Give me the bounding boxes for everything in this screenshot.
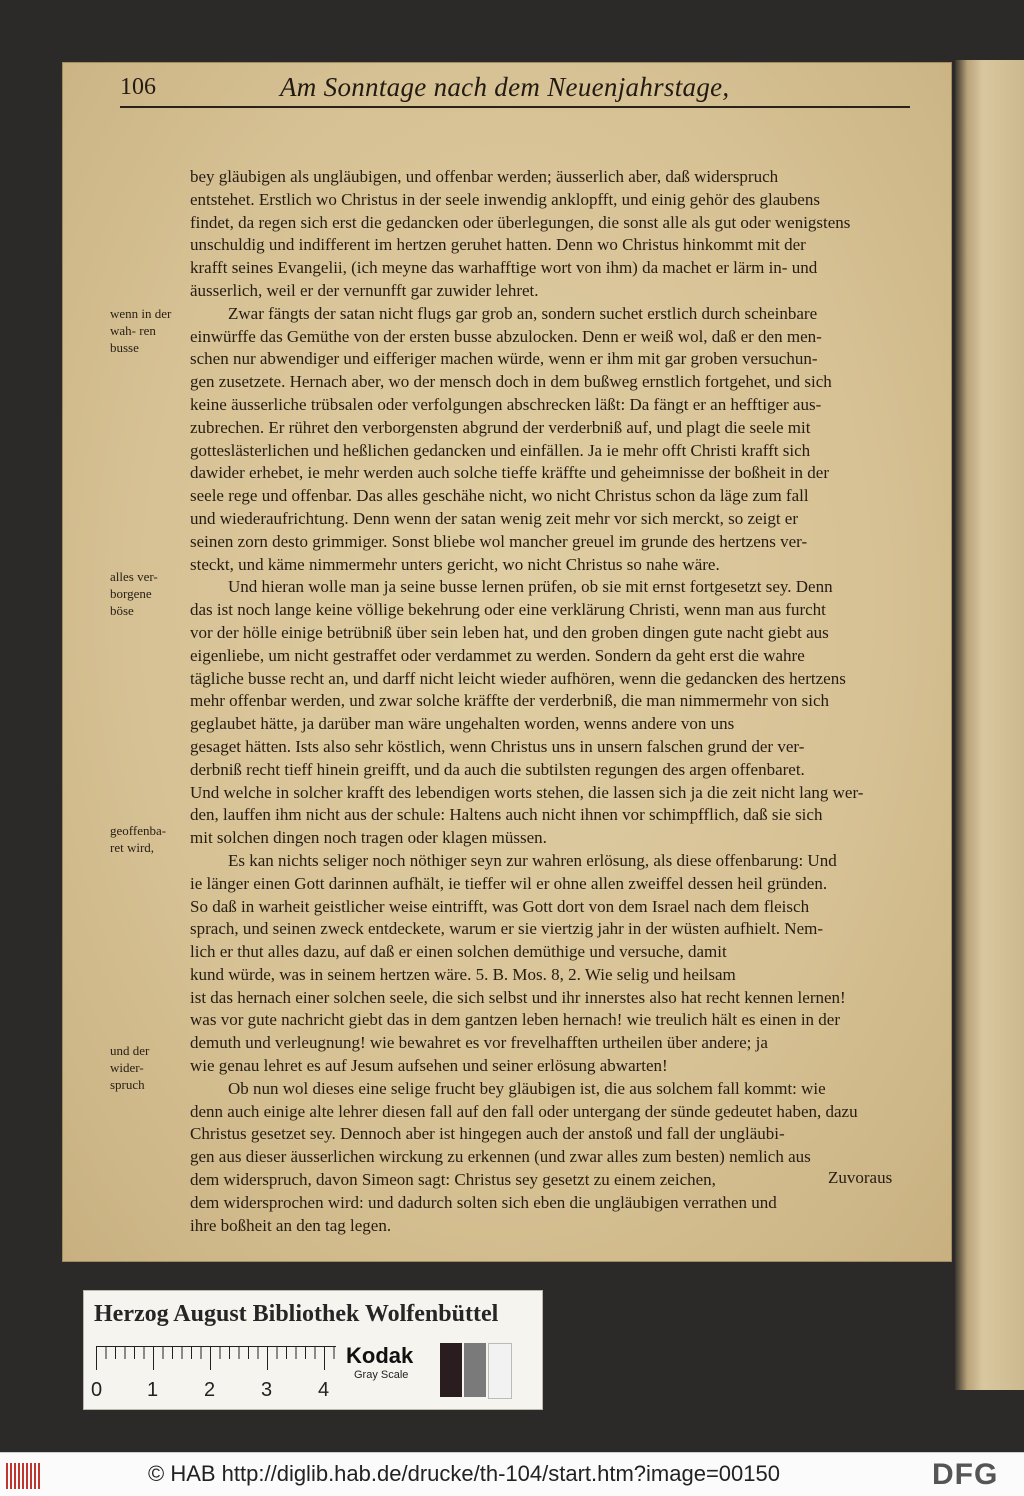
text-line: einwürffe das Gemüthe von der ersten busse abzulocken. Denn er weiß wol, daß er den men- [190, 326, 822, 346]
text-line: Und welche in solcher krafft des lebendigen worts stehen, die lassen sich ja die zeit nicht lang wer- [190, 782, 864, 802]
text-line: ie länger einen Gott darinnen aufhält, ie tieffer wil er ohne allen zweiffel dessen heil gründen. [190, 873, 828, 893]
margin-note: geoffenba- ret wird, [110, 823, 167, 855]
text-line: schen nur abwendiger und eifferiger machen würde, wenn er ihm mit gar groben versuchun- [190, 349, 818, 369]
text-line: tägliche busse recht an, und darff nicht leicht wieder aufhören, wenn die gedancken des hertzens [190, 668, 846, 688]
text-line: Und hieran wolle man ja seine busse lernen prüfen, ob sie mit ernst fortgesetzt sey. Denn [228, 577, 833, 597]
kodak-logo: Kodak [346, 1343, 414, 1368]
running-title: Am Sonntage nach dem Neuenjahrstage, [280, 72, 730, 102]
text-line: unschuldig und indifferent im hertzen geruhet hatten. Denn wo Christus hinkommt mit der [190, 235, 806, 255]
text-line: denn auch einige alte lehrer diesen fall auf den fall oder untergang der sünde gedeutet haben, dazu [190, 1101, 858, 1121]
gray-scale-label: Gray Scale [354, 1369, 409, 1381]
citation-link[interactable]: © HAB http://diglib.hab.de/drucke/th-104/start.htm?image=00150 [148, 1461, 780, 1486]
text-line: keine äusserliche trübsalen oder verfolgungen abschrecken läßt: Da fängt er an hefftiger aus- [190, 394, 822, 414]
text-line: und wiederaufrichtung. Denn wenn der satan wenig zeit mehr vor sich merckt, so zeigt er [190, 508, 799, 528]
text-line: sprach, und seinen zweck entdeckete, warum er sie viertzig jahr in der wüsten aufhielt. Nem- [190, 919, 824, 939]
ruler-label: 2 [204, 1379, 216, 1401]
text-line: mit solchen dingen noch tragen oder klagen müssen. [190, 828, 547, 848]
text-line: mehr offenbar werden, und zwar solche kräffte der verderbniß, die man nimmermehr von sich [190, 691, 829, 711]
text-line: Ob nun wol dieses eine selige frucht bey gläubigen ist, die aus solchem fall kommt: wie [228, 1078, 826, 1098]
ruler-tick [96, 1346, 97, 1370]
gray-patch-mid [464, 1343, 486, 1397]
text-line: wie genau lehret es auf Jesum aufsehen und seiner erlösung abwarten! [190, 1056, 668, 1076]
text-line: zubrechen. Er rühret den verborgensten abgrund der verderbniß auf, und plagt die seele mit [190, 417, 811, 437]
text-line: Zwar fängts der satan nicht flugs gar grob an, sondern suchet erstlich durch scheinbare [228, 303, 818, 323]
hab-logo-icon [6, 1463, 40, 1489]
ruler-label: 0 [91, 1379, 103, 1401]
running-header [120, 70, 910, 108]
body-text [190, 166, 908, 1237]
text-line: entstehet. Erstlich wo Christus in der seele inwendig anklopfft, und einig gehör des glaubens [190, 189, 820, 209]
text-line: kund würde, was in seinem hertzen wäre. 5. B. Mos. 8, 2. Wie selig und heilsam [190, 964, 736, 984]
text-line: ihre boßheit an den tag legen. [190, 1215, 392, 1235]
text-line: derbniß recht tieff hinein greifft, und da auch die subtilsten regungen des argen offenbaret. [190, 759, 805, 779]
library-name: Herzog August Bibliothek Wolfenbüttel [94, 1301, 499, 1327]
ruler-tick [324, 1346, 325, 1370]
gray-patch-dark [440, 1343, 462, 1397]
ruler-label: 4 [318, 1379, 330, 1401]
text-line: dawider erhebet, ie mehr werden auch solche tieffe kräffte und geheimnisse der boßheit in der [190, 463, 829, 483]
ruler-tick [267, 1346, 268, 1370]
gray-patch-light [488, 1343, 512, 1399]
page-number: 106 [120, 74, 156, 100]
ruler-tick [153, 1346, 154, 1370]
text-line: Christus gesetzet sey. Dennoch aber ist hingegen auch der anstoß und fall der ungläubi- [190, 1124, 785, 1144]
text-line: demuth und verleugnung! wie bewahret es vor frevelhafften urtheilen über andere; ja [190, 1033, 768, 1053]
text-line: krafft seines Evangelii, (ich meyne das warhafftige wort von ihm) da machet er lärm in- und [190, 258, 818, 278]
margin-note: alles ver- borgene böse [110, 569, 158, 618]
kodak-color-card [83, 1290, 543, 1410]
text-line: gesaget hätten. Ists also sehr köstlich, wenn Christus uns in unsern falschen grund der ver- [190, 736, 805, 756]
text-line: eigenliebe, um nicht gestraffet oder verdammet zu werden. Sondern da geht erst die wahre [190, 645, 805, 665]
text-line: den, lauffen ihm nicht aus der schule: Haltens auch nicht ihnen vor schimpfflich, daß sie sich [190, 805, 823, 825]
catchword: Zuvoraus [828, 1168, 893, 1187]
text-line: geglaubet hätte, ja darüber man wäre ungehalten worden, wenns andere von uns [190, 714, 735, 734]
text-line: was vor gute nachricht giebt das in dem gantzen leben hernach! wie treulich hält es einen in der [190, 1010, 841, 1030]
text-line: steckt, und käme nimmermehr unters gericht, wo nicht Christus so nahe wäre. [190, 554, 720, 574]
dfg-logo: DFG [932, 1458, 999, 1491]
text-line: vor der hölle einige betrübniß über sein leben hat, und den groben dingen gute nacht giebt aus [190, 622, 829, 642]
text-line: dem widerspruch, davon Simeon sagt: Christus sey gesetzt zu einem zeichen, [190, 1170, 716, 1190]
text-line: findet, da regen sich erst die gedancken oder überlegungen, die sonst alle als gut oder wenigstens [190, 212, 851, 232]
text-line: äusserlich, weil er der vernunfft gar zuwider lehret. [190, 280, 539, 300]
text-line: ist das hernach einer solchen seele, die sich selbst und ihr innerstes also hat recht kennen lernen! [190, 987, 846, 1007]
text-line: dem widersprochen wird: und dadurch solten sich eben die ungläubigen verrathen und [190, 1192, 777, 1212]
text-line: gen aus dieser äusserlichen wirckung zu erkennen (und zwar alles zum besten) nemlich aus [190, 1147, 811, 1167]
text-line: So daß in warheit geistlicher weise eintrifft, was Gott dort von dem Israel nach dem fleisch [190, 896, 810, 916]
margin-note: und der wider- spruch [110, 1043, 150, 1092]
text-line: lich er thut alles dazu, auf daß er einen solchen demüthige und versuche, damit [190, 942, 727, 962]
text-line: gen zusetzete. Hernach aber, wo der mensch doch in dem bußweg ernstlich fortgehet, und sich [190, 372, 832, 392]
text-line: gotteslästerlichen und heßlichen gedancken und einfällen. Ja ie mehr offt Christi krafft sich [190, 440, 811, 460]
text-line: bey gläubigen als ungläubigen, und offenbar werden; äusserlich aber, daß widerspruch [190, 167, 779, 186]
text-line: Es kan nichts seliger noch nöthiger seyn zur wahren erlösung, als diese offenbarung: Und [228, 850, 837, 870]
text-line: seinen zorn desto grimmiger. Sonst bliebe wol mancher greuel im grunde des hertzens ver- [190, 531, 808, 551]
facing-page-edge [955, 60, 1024, 1390]
margin-note: wenn in der wah- ren busse [110, 306, 172, 355]
ruler-label: 3 [261, 1379, 273, 1401]
text-line: seele rege und offenbar. Das alles geschähe nicht, wo nicht Christus schon da läge zum fall [190, 486, 809, 506]
scale-ruler [96, 1346, 336, 1371]
ruler-tick [210, 1346, 211, 1370]
ruler-label: 1 [147, 1379, 159, 1401]
text-line: das ist noch lange keine völlige bekehrung oder eine verklärung Christi, wenn man aus furcht [190, 600, 826, 620]
footer-bar [0, 1452, 1024, 1496]
